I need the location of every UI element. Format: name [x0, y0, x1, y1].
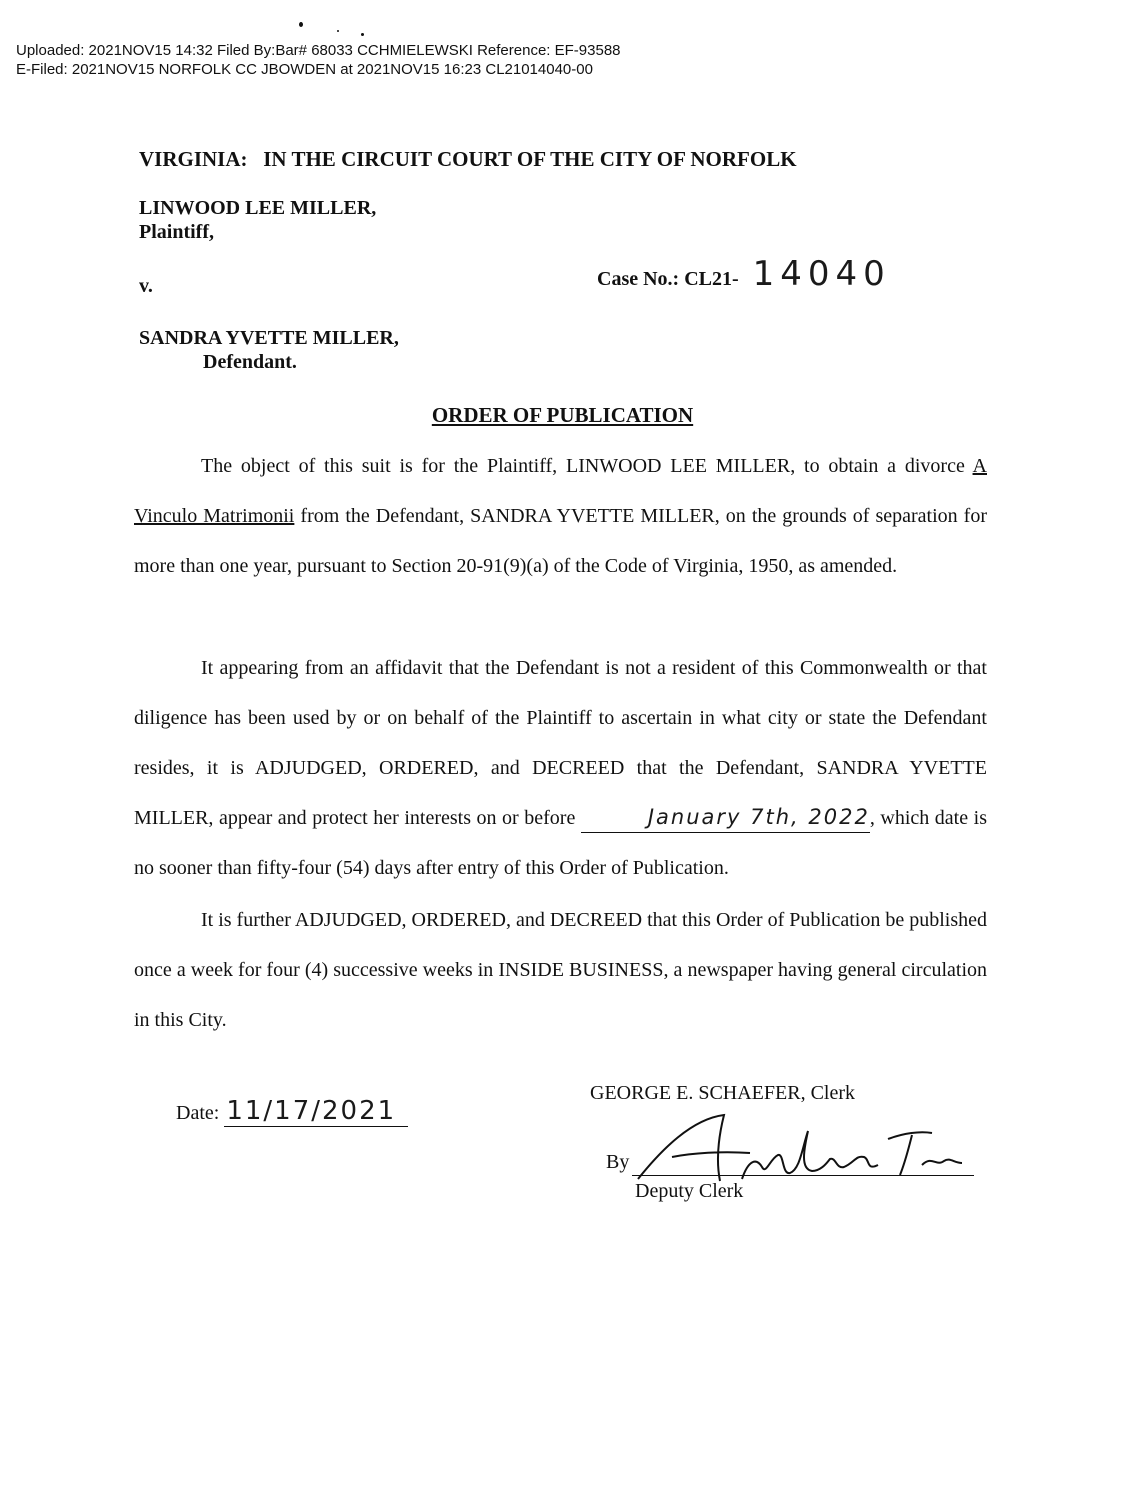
deputy-clerk-label: Deputy Clerk: [635, 1180, 744, 1202]
date-line: [176, 1096, 408, 1127]
case-number-handwritten: 14040: [752, 254, 891, 294]
clerk-signature-block: [590, 1082, 855, 1205]
scan-speck: [361, 33, 364, 36]
date-handwritten: 11/17/2021: [224, 1096, 408, 1127]
case-label: Case No.: CL21-: [597, 268, 739, 290]
p2-text-b: , which date is no sooner than fifty-four (54) days after entry of this Order of Publication.: [134, 807, 987, 879]
paragraph-affidavit: [134, 643, 987, 893]
p1-text-b: from the Defendant, SANDRA YVETTE MILLER, on the grounds of separation for more than one year, pursuant to Section 20-91(9)(a) of the Code of Virginia, 1950, as amended.: [134, 505, 987, 577]
plaintiff-role: Plaintiff,: [139, 221, 214, 243]
clerk-name: GEORGE E. SCHAEFER, Clerk: [590, 1082, 855, 1104]
date-label: Date:: [176, 1102, 220, 1124]
by-label: By: [606, 1151, 630, 1173]
p1-text-a: The object of this suit is for the Plaintiff, LINWOOD LEE MILLER, to obtain a divorce: [201, 455, 973, 477]
court-heading: VIRGINIA: IN THE CIRCUIT COURT OF THE CITY OF NORFOLK: [139, 147, 797, 171]
scan-speck: [337, 30, 339, 32]
p2-text-a: It appearing from an affidavit that the Defendant is not a resident of this Commonwealth or that diligence has been used by or on behalf of the Plaintiff to ascertain in what city or state the Defendant resides, it is ADJUDGED, ORDERED, and DECREED that the Defendant, SANDRA YVETTE MILLER, appear and protect her interests on or before: [134, 657, 987, 829]
plaintiff-name: LINWOOD LEE MILLER,: [139, 197, 377, 219]
case-number: [597, 254, 891, 294]
deputy-signature: [632, 1109, 972, 1189]
versus-label: v.: [139, 275, 153, 297]
paragraph-publication: [134, 895, 987, 1045]
document-title: ORDER OF PUBLICATION: [431, 403, 694, 427]
p3-text: It is further ADJUDGED, ORDERED, and DECREED that this Order of Publication be published once a week for four (4) successive weeks in INSIDE BUSINESS, a newspaper having general circulation in this City.: [134, 909, 988, 1031]
paragraph-object: [134, 441, 987, 591]
efiled-line: E-Filed: 2021NOV15 NORFOLK CC JBOWDEN at 2021NOV15 16:23 CL21014040-00: [16, 61, 593, 78]
latin-phrase: A Vinculo Matrimonii: [134, 455, 987, 527]
appearance-date-handwritten: January 7th, 2022: [581, 802, 870, 833]
defendant-name: SANDRA YVETTE MILLER,: [139, 327, 399, 349]
uploaded-line: Uploaded: 2021NOV15 14:32 Filed By:Bar# 68033 CCHMIELEWSKI Reference: EF-93588: [16, 42, 621, 59]
scan-speck: [299, 22, 303, 27]
defendant-role: Defendant.: [203, 351, 297, 373]
